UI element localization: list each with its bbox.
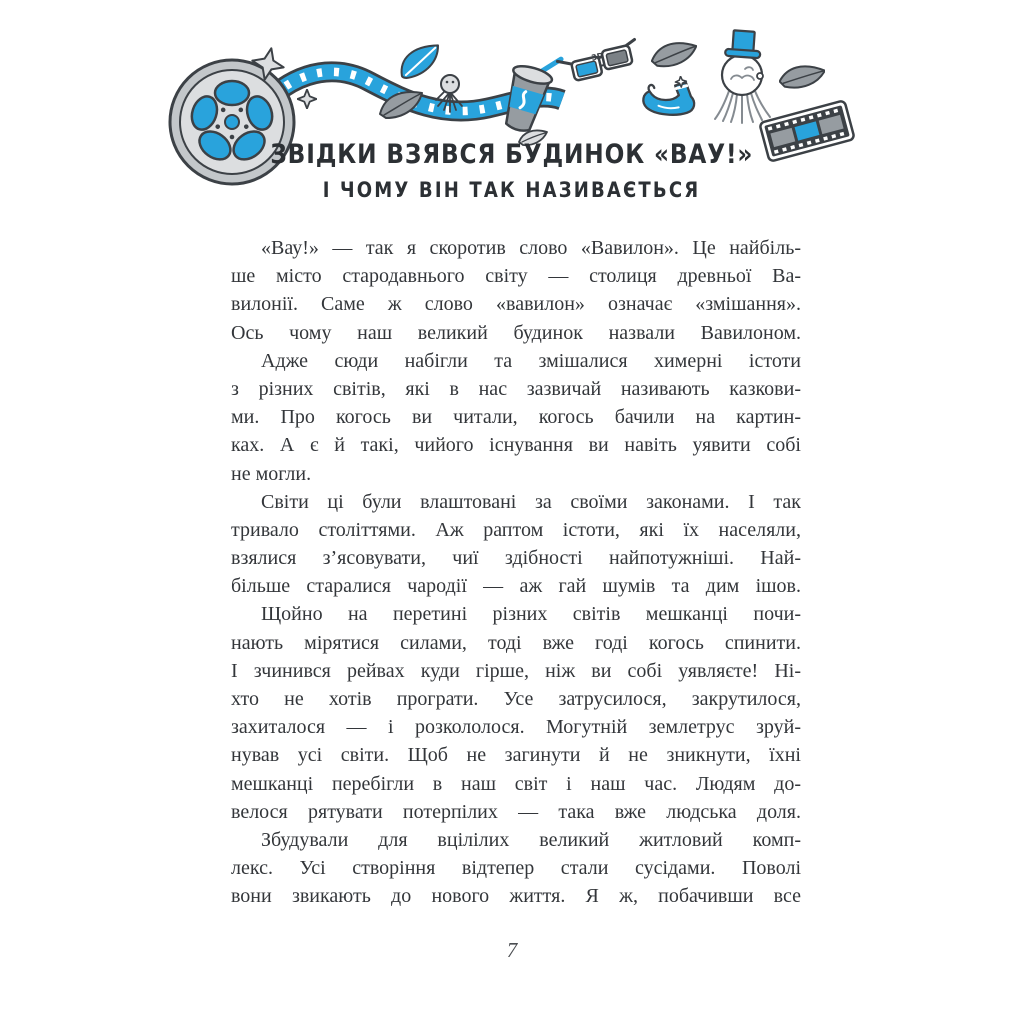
text-line: не могли. bbox=[231, 462, 312, 485]
text-line: з різних світів, які в нас зазвичай називають казкови- bbox=[231, 377, 801, 400]
text-line: І зчинився рейвах куди гірше, ніж ви собі уявляєте! Ні- bbox=[231, 659, 801, 682]
gray-leaf-icon bbox=[378, 86, 424, 122]
text-line: хто не хотів програти. Усе затрусилося, закрутилося, bbox=[231, 688, 801, 710]
sparkle-icon bbox=[297, 89, 317, 109]
text-line: «Вау!» — так я скоротив слово «Вавилон». Це найбіль- bbox=[261, 237, 801, 259]
text-line: нував усі світи. Щоб не загинути й не зникнути, їхні bbox=[231, 744, 801, 767]
3d-glasses-icon bbox=[554, 36, 646, 100]
text-line: Збудували для вцілілих великий житловий комп- bbox=[261, 828, 801, 851]
text-line: мешканці перебігли в наш світ і наш час. Людям до- bbox=[231, 772, 801, 795]
paragraph bbox=[231, 488, 801, 601]
text-line: нають мірятися силами, тоді вже годі когось спинити. bbox=[231, 631, 801, 654]
body-text bbox=[231, 234, 801, 911]
text-line: Світи ці були влаштовані за своїми законами. І так bbox=[261, 490, 801, 513]
text-line: ми. Про когось ви читали, когось бачили на картин- bbox=[231, 406, 801, 429]
autumn-leaf-icon bbox=[779, 60, 825, 94]
text-line: Щойно на перетині різних світів мешканці почи- bbox=[261, 603, 801, 626]
paragraph bbox=[231, 600, 801, 826]
bug-icon bbox=[432, 72, 468, 114]
chapter-title bbox=[0, 141, 1024, 201]
paragraph bbox=[231, 826, 801, 911]
text-line: тривало століттями. Аж раптом істоти, які їх населяли, bbox=[231, 518, 801, 541]
paragraph bbox=[231, 234, 801, 347]
page-number: 7 bbox=[506, 938, 518, 962]
text-line: вилонії. Саме ж слово «вавилон» означає «змішання». bbox=[231, 293, 801, 316]
text-line: ше місто стародавнього світу — столиця древньої Ва- bbox=[231, 265, 801, 288]
text-line: вони звикають до нового життя. Я ж, побачивши все bbox=[231, 885, 801, 908]
text-line: більше старалися чародії — аж гай шумів та дим ішов. bbox=[231, 575, 801, 598]
elf-boot-icon bbox=[638, 76, 700, 120]
text-line: ках. А є й такі, чийого існування ви навіть уявити собі bbox=[231, 434, 801, 457]
glasses-3d-label: 3D bbox=[590, 51, 605, 63]
text-line: велося рятувати потерпілих — така вже людська доля. bbox=[231, 800, 801, 823]
paragraph bbox=[231, 347, 801, 488]
text-line: захиталося — і розкололося. Могутній землетрус зруй- bbox=[231, 716, 801, 739]
title-line-1: ЗВІДКИ ВЗЯВСЯ БУДИНОК «ВАУ!» bbox=[270, 139, 754, 170]
text-line: Адже сюди набігли та змішалися химерні істоти bbox=[261, 349, 801, 372]
text-line: Ось чому наш великий будинок назвали Вавилоном. bbox=[231, 321, 801, 344]
star-icon bbox=[251, 47, 285, 81]
text-line: лекс. Усі створіння відтепер стали сусідами. Поволі bbox=[231, 857, 801, 880]
text-line: взялися з’ясовувати, чиї здібності найпотужніші. Най- bbox=[231, 547, 801, 570]
title-line-2: І ЧОМУ ВІН ТАК НАЗИВАЄТЬСЯ bbox=[323, 178, 701, 202]
oak-leaf-icon bbox=[651, 36, 697, 72]
